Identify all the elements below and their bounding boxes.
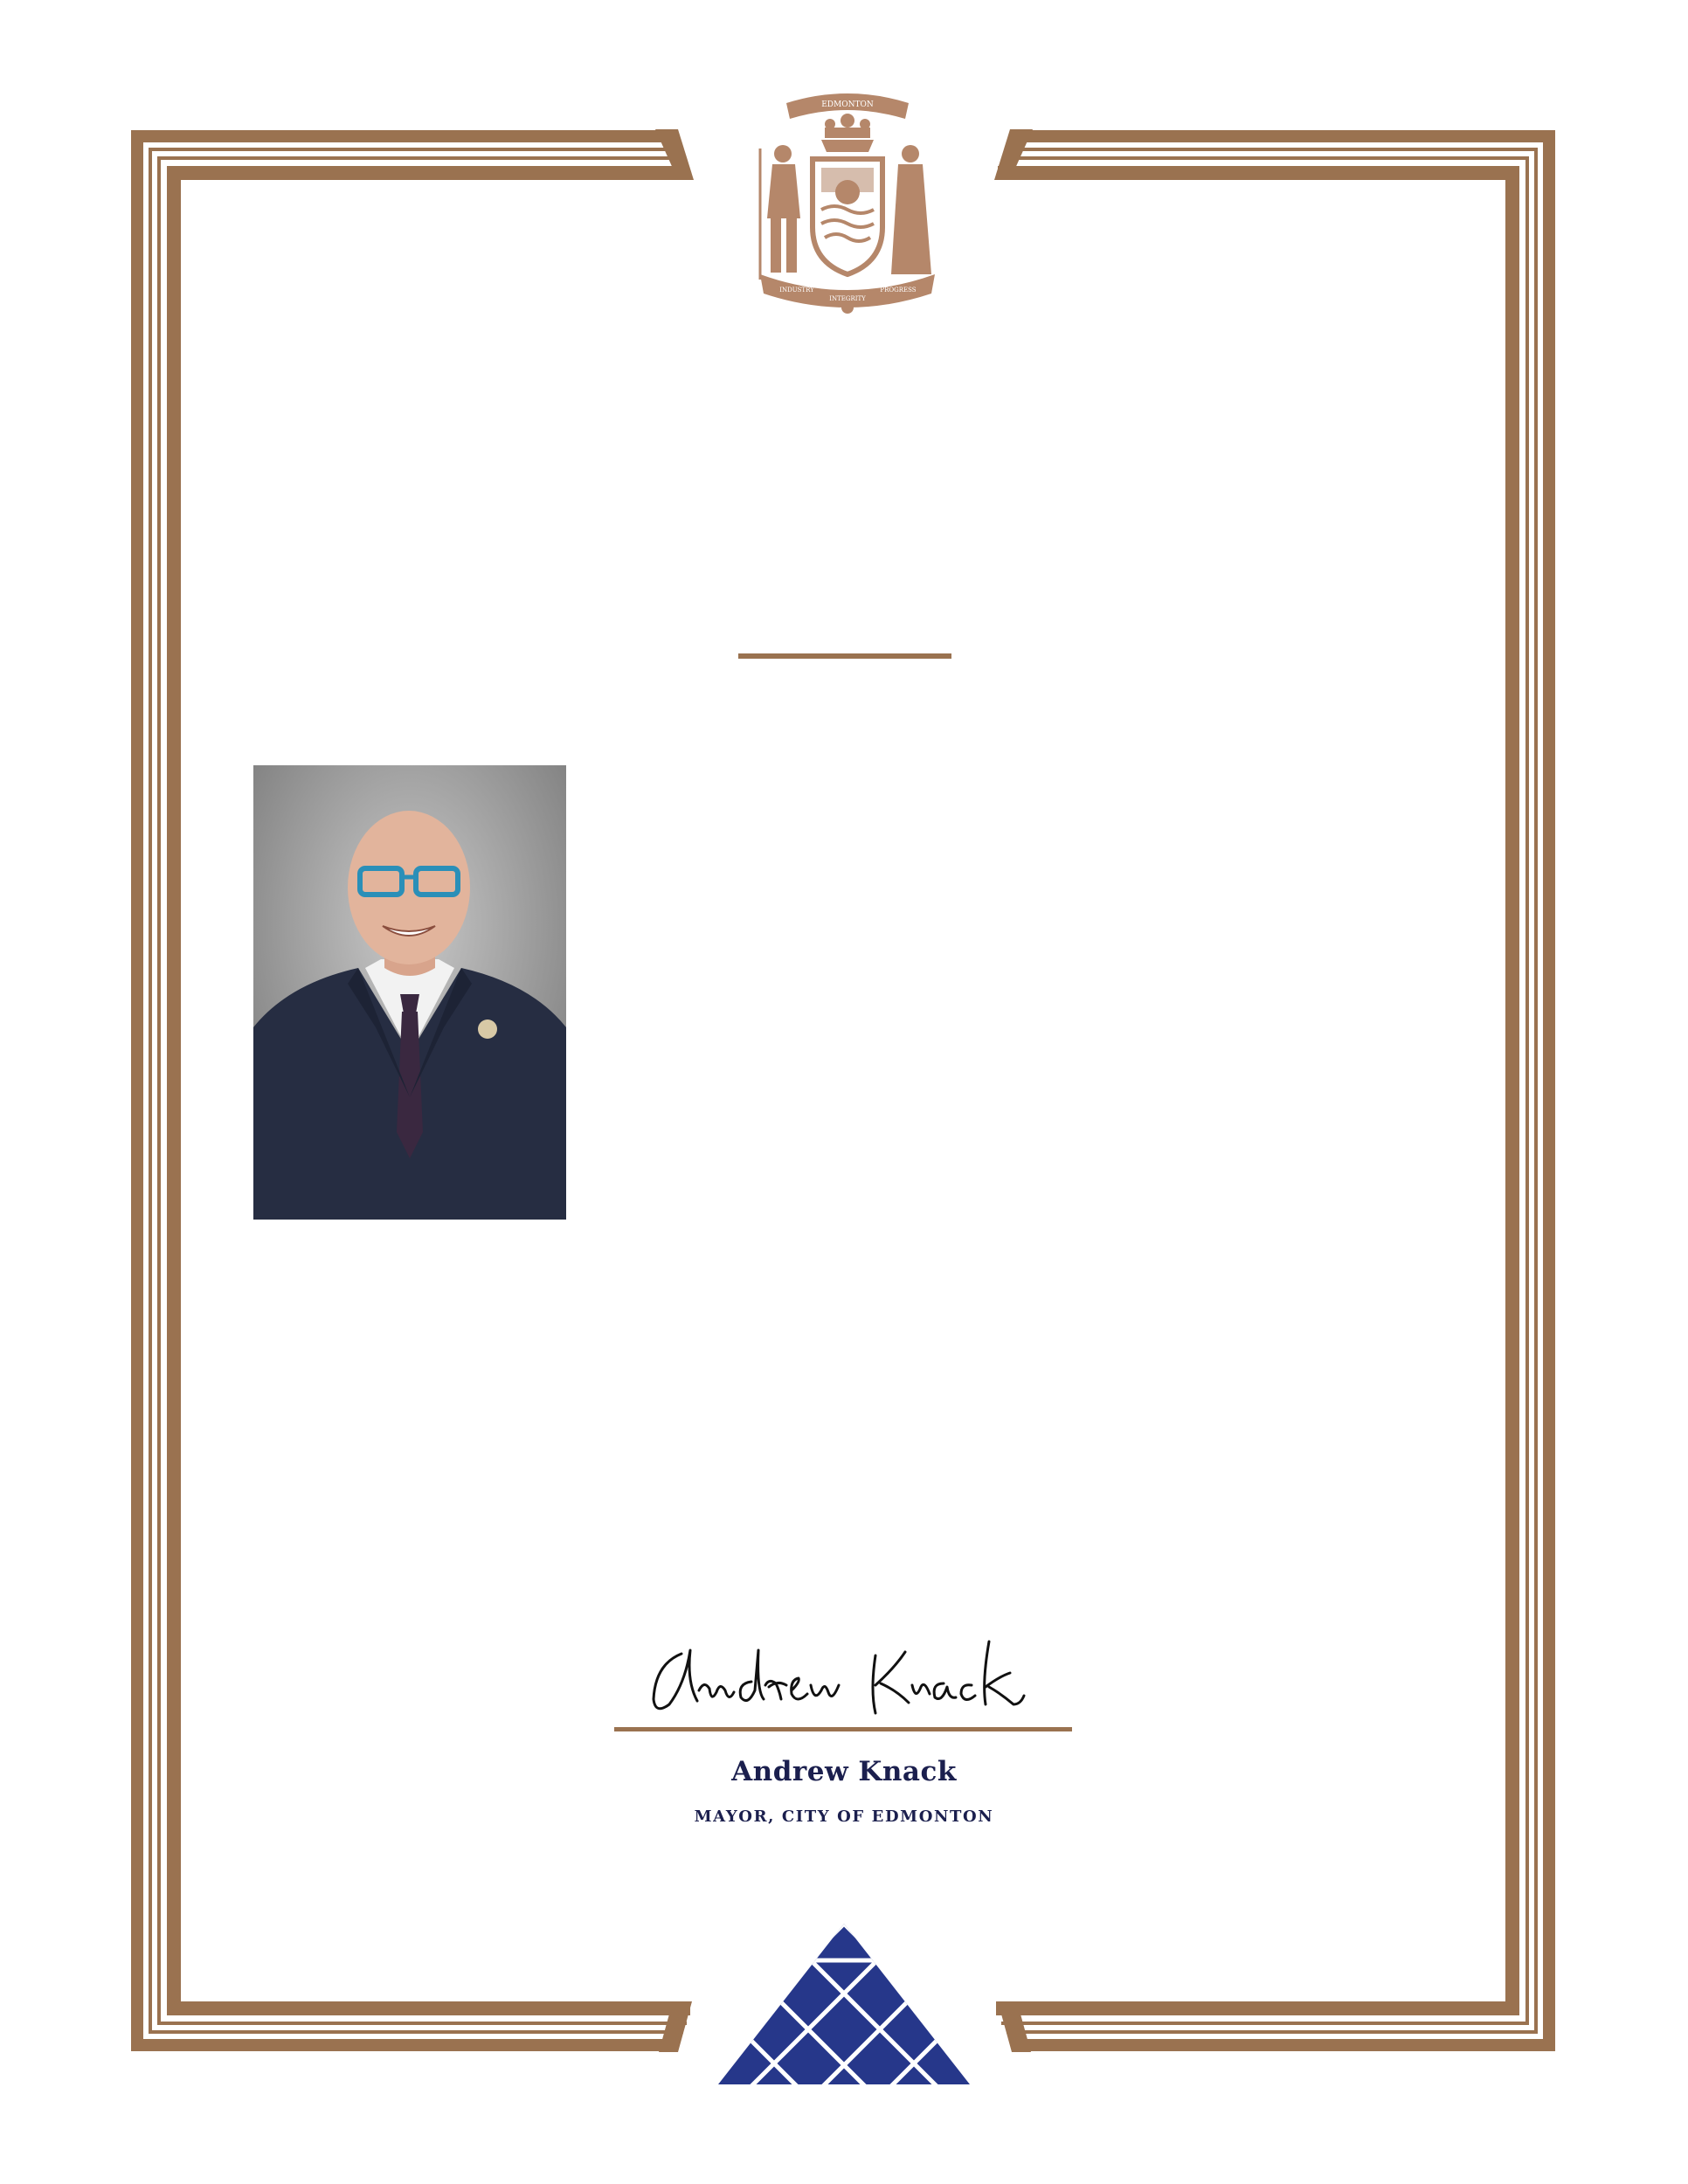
- signature-line: [614, 1727, 1072, 1731]
- mayor-portrait-photo: [253, 765, 566, 1220]
- svg-text:INDUSTRY: INDUSTRY: [779, 287, 814, 294]
- svg-text:EDMONTON: EDMONTON: [821, 100, 874, 109]
- signer-name: Andrew Knack: [731, 1756, 957, 1787]
- blue-pyramid-emblem-icon: [716, 1922, 972, 2086]
- svg-text:PROGRESS: PROGRESS: [880, 287, 917, 294]
- title-divider: [738, 653, 951, 659]
- svg-text:INTEGRITY: INTEGRITY: [829, 295, 866, 302]
- edmonton-coat-of-arms-icon: [751, 87, 944, 316]
- handwritten-signature: [647, 1629, 1031, 1721]
- signer-title: MAYOR, CITY OF EDMONTON: [694, 1807, 994, 1826]
